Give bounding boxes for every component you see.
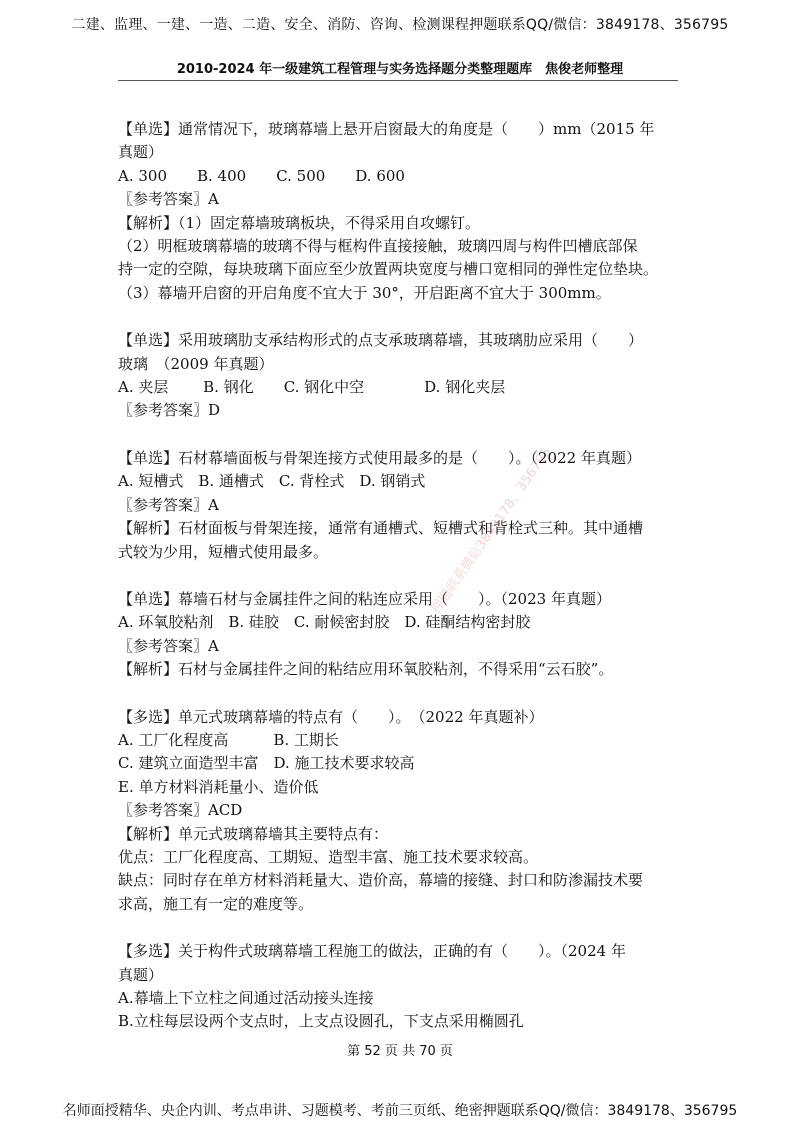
question-line: 优点：工厂化程度高、工期短、造型丰富、施工技术要求较高。: [118, 847, 539, 866]
question-line: 持一定的空隙，每块玻璃下面应至少放置两块宽度与槽口宽相同的弹性定位垫块。: [118, 260, 659, 279]
question-line: 〖参考答案〗A: [118, 636, 219, 655]
question-line: 【解析】单元式玻璃幕墙其主要特点有：: [118, 824, 389, 843]
top-banner: 二建、监理、一建、一造、二造、安全、消防、咨询、检测课程押题联系QQ/微信：3849178、356795: [71, 17, 729, 33]
question-line: C. 建筑立面造型丰富 D. 施工技术要求较高: [118, 754, 415, 773]
question-line: A. 工厂化程度高 B. 工期长: [118, 730, 339, 749]
question-gap: [118, 423, 684, 447]
question-line: 〖参考答案〗D: [118, 401, 221, 420]
question-block: [118, 706, 684, 917]
question-line: 〖参考答案〗A: [118, 495, 219, 514]
question-line: 缺点：同时存在单方材料消耗量大、造价高，幕墙的接缝、封口和防渗漏技术要: [118, 871, 644, 890]
question-line: 求高，施工有一定的难度等。: [118, 894, 314, 913]
question-gap: [118, 564, 684, 588]
question-block: [118, 940, 684, 1034]
bottom-banner: 名师面授精华、央企内训、考点串讲、习题模考、考前三页纸、绝密押题联系QQ/微信：3849178、356795: [62, 1103, 738, 1119]
question-line: E. 单方材料消耗量小、造价低: [118, 777, 319, 796]
watermark: 押题联系微信3849178、356795: [428, 445, 555, 617]
question-line: 【单选】采用玻璃肋支承结构形式的点支承玻璃幕墙，其玻璃肋应采用（ ）: [118, 331, 644, 350]
question-line: A. 夹层 B. 钢化 C. 钢化中空 D. 钢化夹层: [118, 378, 506, 397]
question-gap: [118, 682, 684, 706]
question-line: 【多选】关于构件式玻璃幕墙工程施工的做法，正确的有（ ）。（2024 年: [118, 942, 626, 961]
question-line: A. 环氧胶粘剂 B. 硅胶 C. 耐候密封胶 D. 硅酮结构密封胶: [118, 613, 531, 632]
question-line: 【解析】石材面板与骨架连接，通常有通槽式、短槽式和背栓式三种。其中通槽: [118, 519, 644, 538]
header-divider: [118, 80, 678, 81]
question-line: 【解析】石材与金属挂件之间的粘结应用环氧胶粘剂，不得采用“云石胶”。: [118, 660, 614, 679]
question-line: B.立柱每层设两个支点时，上支点设圆孔，下支点采用椭圆孔: [118, 1012, 524, 1031]
question-line: 真题）: [118, 143, 164, 162]
question-gap: [118, 916, 684, 940]
question-line: 真题）: [118, 965, 164, 984]
question-block: [118, 447, 684, 564]
question-line: 【多选】单元式玻璃幕墙的特点有（ ）。 （2022 年真题补）: [118, 707, 544, 726]
question-line: 【解析】（1）固定幕墙玻璃板块，不得采用自攻螺钉。: [118, 213, 481, 232]
question-line: 【单选】通常情况下，玻璃幕墙上悬开启窗最大的角度是（ ）mm（2015 年: [118, 120, 655, 138]
question-line: 〖参考答案〗A: [118, 190, 219, 209]
question-line: （2）明框玻璃幕墙的玻璃不得与框构件直接接触，玻璃四周与构件凹槽底部保: [118, 237, 638, 256]
question-line: 〖参考答案〗ACD: [118, 801, 243, 820]
question-block: [118, 588, 684, 682]
question-line: 【单选】幕墙石材与金属挂件之间的粘连应采用（ ）。（2023 年真题）: [118, 589, 611, 608]
question-line: A.幕墙上下立柱之间通过活动接头连接: [118, 989, 374, 1007]
question-block: [118, 118, 684, 305]
question-line: 式较为少用，短槽式使用最多。: [118, 542, 329, 561]
document-subtitle: 2010-2024 年一级建筑工程管理与实务选择题分类整理题库 焦俊老师整理: [176, 62, 624, 77]
question-line: （3）幕墙开启窗的开启角度不宜大于 30°，开启距离不宜大于 300mm。: [118, 283, 611, 302]
question-line: 玻璃 （2009 年真题）: [118, 354, 274, 373]
question-block: [118, 329, 684, 423]
page-number: 第 52 页 共 70 页: [347, 1044, 453, 1059]
question-line: A. 短槽式 B. 通槽式 C. 背栓式 D. 钢销式: [118, 472, 426, 491]
question-line: 【单选】石材幕墙面板与骨架连接方式使用最多的是（ ）。（2022 年真题）: [118, 448, 641, 467]
question-list: [118, 118, 684, 1034]
question-line: A. 300 B. 400 C. 500 D. 600: [118, 166, 405, 185]
question-gap: [118, 305, 684, 329]
